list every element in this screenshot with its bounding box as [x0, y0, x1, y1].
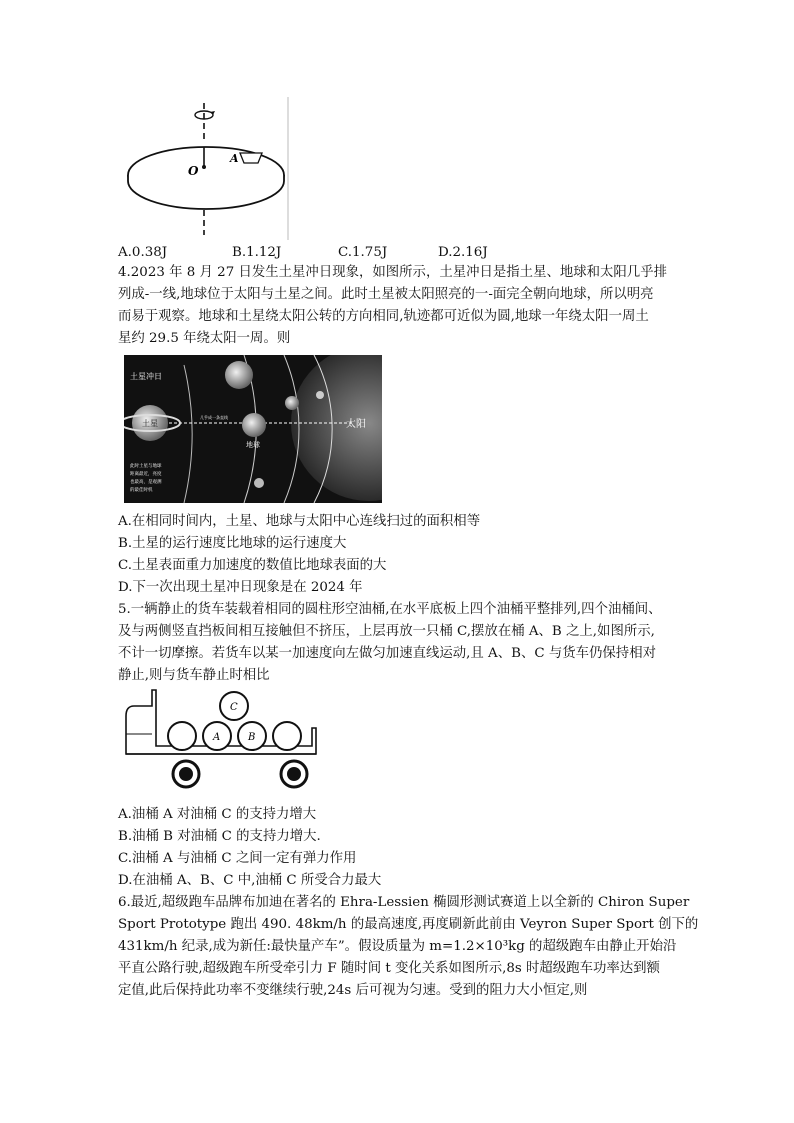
q5-option-c[interactable]: C.油桶 A 与油桶 C 之间一定有弹力作用	[118, 851, 357, 866]
earth-label: 地球	[246, 441, 260, 449]
q4-line-4: 星约 29.5 年绕太阳一周。则	[118, 331, 291, 346]
sun-label: 太阳	[346, 419, 366, 430]
q4-option-b[interactable]: B.土星的运行速度比地球的运行速度大	[118, 536, 347, 551]
truck-figure	[122, 688, 322, 793]
line-label: 几乎成一条直线	[200, 415, 228, 420]
barrel-a-label: A	[213, 732, 221, 743]
q3-option-d[interactable]: D.2.16J	[438, 245, 488, 260]
q5-line-2: 及与两侧竖直挡板间相互接触但不挤压，上层再放一只桶 C,摆放在桶 A、B 之上,如图所示,	[118, 624, 655, 639]
q4-line-3: 而易于观察。地球和土星绕太阳公转的方向相同,轨迹都可近似为圆,地球一年绕太阳一周土	[118, 309, 649, 324]
q3-option-b[interactable]: B.1.12J	[232, 245, 282, 260]
saturn-label: 土星	[142, 419, 158, 428]
q5-option-b[interactable]: B.油桶 B 对油桶 C 的支持力增大.	[118, 829, 321, 844]
q5-line-3: 不计一切摩擦。若货车以某一加速度向左做匀加速直线运动,且 A、B、C 与货车仍保持相对	[118, 646, 656, 661]
q4-option-a[interactable]: A.在相同时间内，土星、地球与太阳中心连线扫过的面积相等	[118, 514, 481, 529]
barrel-c-label: C	[230, 702, 238, 713]
q6-line-4: 平直公路行驶,超级跑车所受牵引力 F 随时间 t 变化关系如图所示,8s 时超级跑车功率达到额	[118, 961, 660, 976]
barrel-b-label: B	[248, 732, 256, 743]
q3-option-c[interactable]: C.1.75J	[338, 245, 388, 260]
q5-option-a[interactable]: A.油桶 A 对油桶 C 的支持力增大	[118, 807, 317, 822]
q4-option-d[interactable]: D.下一次出现土星冲日现象是在 2024 年	[118, 580, 363, 595]
note-line-4: 的最佳时机	[130, 488, 153, 493]
q6-line-3: 431km/h 纪录,成为新任:最快量产车”。假设质量为 m=1.2×10³kg 的超级跑车由静止开始沿	[118, 939, 677, 954]
q6-line-5: 定值,此后保持此功率不变继续行驶,24s 后可视为匀速。受到的阻力大小恒定,则	[118, 983, 588, 998]
q5-line-4: 静止,则与货车静止时相比	[118, 668, 270, 683]
q6-line-2: Sport Prototype 跑出 490. 48km/h 的最高速度,再度刷新此前由 Veyron Super Sport 创下的	[118, 917, 699, 932]
label-o: O	[188, 164, 199, 178]
q5-line-1: 5.一辆静止的货车装载着相同的圆柱形空油桶,在水平底板上四个油桶平整排列,四个油桶间、	[118, 602, 662, 617]
q4-line-2: 列成-一线,地球位于太阳与土星之间。此时土星被太阳照亮的一-面完全朝向地球，所以明亮	[118, 287, 654, 302]
note-line-3: 也最高，是观测	[130, 480, 162, 485]
saturn-opposition-image	[124, 355, 382, 503]
note-line-2: 距离最近，亮度	[130, 472, 162, 477]
rotating-disc-figure	[120, 95, 300, 245]
q5-option-d[interactable]: D.在油桶 A、B、C 中,油桶 C 所受合力最大	[118, 873, 382, 888]
q3-option-a[interactable]: A.0.38J	[118, 245, 168, 260]
image-title: 土星冲日	[130, 372, 162, 381]
q4-option-c[interactable]: C.土星表面重力加速度的数值比地球表面的大	[118, 558, 387, 573]
note-line-1: 此时土星与地球	[130, 464, 162, 469]
q4-line-1: 4.2023 年 8 月 27 日发生土星冲日现象，如图所示，土星冲日是指土星、地球和太阳几乎排	[118, 265, 667, 280]
q6-line-1: 6.最近,超级跑车品牌布加迪在著名的 Ehra-Lessien 椭圆形测试赛道上以全新的 Chiron Super	[118, 895, 690, 910]
label-a: A	[230, 152, 239, 165]
